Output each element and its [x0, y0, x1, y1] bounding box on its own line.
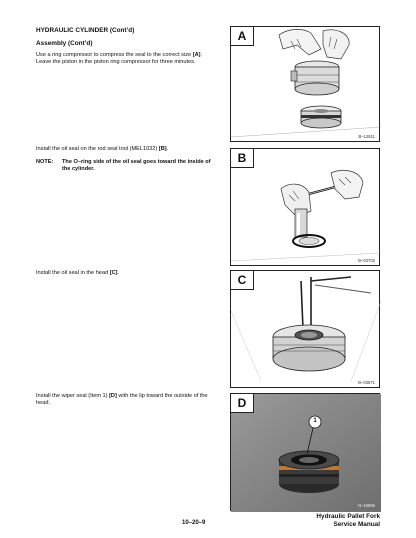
- note: [36, 159, 218, 173]
- subsection-title: Assembly (Cont’d): [36, 40, 93, 47]
- figure-a: [230, 26, 380, 142]
- figure-ref-c: [C]: [109, 270, 118, 276]
- figure-a-code: B–12811: [358, 134, 375, 139]
- figure-c-letter: C: [231, 271, 254, 290]
- note-label: NOTE:: [36, 159, 54, 165]
- note-text: The O–ring side of the oil seal goes toward the inside of the cylinder.: [62, 159, 211, 172]
- figure-d: [230, 393, 380, 511]
- step-b-text: Install the oil seal on the rod seal tool (MEL1032) [B].: [36, 146, 169, 152]
- figure-b-letter: B: [231, 149, 254, 168]
- step-d-text: Install the wiper seal (Item 1) [D] with the lip toward the outside of the head.: [36, 393, 208, 406]
- figure-b: [230, 148, 380, 266]
- figure-ref-d: [D]: [109, 393, 117, 399]
- section-title: HYDRAULIC CYLINDER (Cont’d): [36, 27, 135, 34]
- figure-c-code: B–03671: [358, 380, 375, 385]
- figure-d-letter: D: [231, 394, 254, 413]
- figure-b-code: B–03702: [358, 258, 375, 263]
- figure-ref-a: [A]: [192, 52, 201, 58]
- figure-a-letter: A: [231, 27, 254, 46]
- figure-ref-b: [B]: [158, 146, 167, 152]
- step-a-text: Use a ring compressor to compress the seal to the correct size [A]. Leave the piston in the piston ring compressor for three minutes.: [36, 52, 203, 65]
- manual-title: Hydraulic Pallet Fork Service Manual: [316, 513, 380, 528]
- step-c-text: Install the oil seal in the head [C].: [36, 270, 120, 276]
- figure-c: [230, 270, 380, 388]
- figure-d-code: N–16896: [358, 503, 375, 508]
- page-number: 10–20–9: [182, 520, 206, 526]
- callout-item-1: 1: [313, 418, 317, 424]
